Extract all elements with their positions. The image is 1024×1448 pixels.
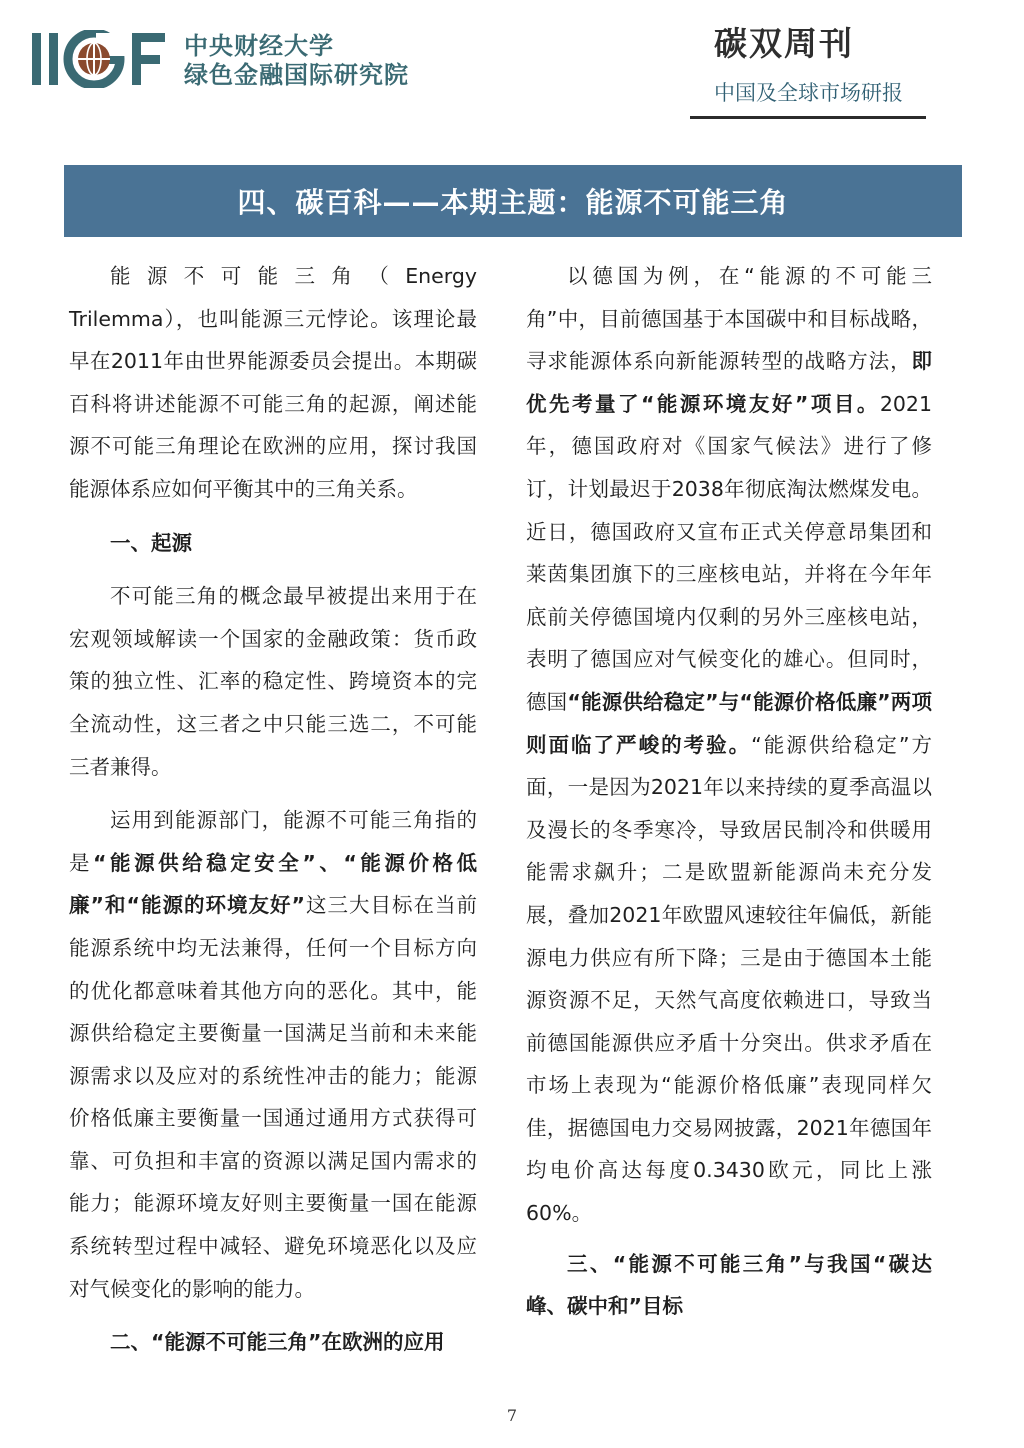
publication-title: 碳双周刊: [714, 24, 854, 63]
right-column: [526, 255, 932, 1328]
definition-text-a: 运用到能源部门，能源不可能三角指的是: [69, 808, 477, 875]
section-title: 四、碳百科——本期主题：能源不可能三角: [237, 186, 789, 219]
institute-name-line2: 绿色金融国际研究院: [184, 61, 409, 89]
page-number: 7: [506, 1406, 518, 1425]
heading-europe: 二、“能源不可能三角”在欧洲的应用: [110, 1330, 445, 1355]
publication-header: [690, 22, 926, 119]
left-column: [69, 255, 477, 1364]
germany-text-a: 以德国为例，在“能源的不可能三角”中，目前德国基于本国碳中和目标战略，寻求能源体系向新能源转型的战略方法，: [526, 264, 932, 374]
heading-origin: 一、起源: [110, 530, 192, 555]
definition-text-bold: “能源供给稳定安全”、“能源价格低廉”和“能源的环境友好”: [69, 850, 478, 918]
intro-paragraph: 能源不可能三角（Energy Trilemma），也叫能源三元悖论。该理论最早在2011年由世界能源委员会提出。本期碳百科将讲述能源不可能三角的起源，阐述能源不可能三角理论在欧洲的应用，探讨我国能源体系应如何平衡其中的三角关系。: [69, 264, 477, 501]
germany-text-e: “能源供给稳定”方面，一是因为2021年以来持续的夏季高温以及漫长的冬季寒冷，导致居民制冷和供暖用能需求飙升；二是欧盟新能源尚未充分发展，叠加2021年欧盟风速较往年偏低，新能源电力供应有所下降；三是由于德国本土能源资源不足，天然气高度依赖进口，导致当前德国能源供应矛盾十分突出。供求矛盾在市场上表现为“能源价格低廉”表现同样欠佳，据德国电力交易网披露，2021年德国年均电价高达每度0.3430欧元，同比上涨60%。: [526, 732, 932, 1226]
origin-paragraph: 不可能三角的概念最早被提出来用于在宏观领域解读一个国家的金融政策：货币政策的独立性、汇率的稳定性、跨境资本的完全流动性，这三者之中只能三选二，不可能三者兼得。: [69, 584, 477, 779]
germany-text-c: 2021年，德国政府对《国家气候法》进行了修订，计划最迟于2038年彻底淘汰燃煤发电。近日，德国政府又宣布正式关停意昂集团和莱茵集团旗下的三座核电站，并将在今年年底前关停德国境内仅剩的另外三座核电站，表明了德国应对气候变化的雄心。但同时，德国: [526, 391, 932, 714]
definition-text-c: 这三大目标在当前能源系统中均无法兼得，任何一个目标方向的优化都意味着其他方向的恶化。其中，能源供给稳定主要衡量一国满足当前和未来能源需求以及应对的系统性冲击的能力；能源价格低廉主要衡量一国通过通用方式获得可靠、可负担和丰富的资源以满足国内需求的能力；能源环境友好则主要衡量一国在能源系统转型过程中减轻、避免环境恶化以及应对气候变化的影响的能力。: [69, 893, 478, 1301]
heading-china: 三、“能源不可能三角”与我国“碳达峰、碳中和”目标: [526, 1251, 932, 1319]
section-banner: [64, 165, 962, 237]
germany-text-bold-1: 即优先考量了“能源环境友好”项目。: [526, 349, 932, 416]
germany-text-bold-2: “能源供给稳定”与“能源价格低廉”两项则面临了严峻的考验。: [526, 689, 932, 757]
institute-name-line1: 中央财经大学: [184, 32, 334, 60]
definition-paragraph: [69, 799, 477, 1310]
iigf-logo-icon: [32, 30, 167, 88]
institute-name: [184, 32, 444, 90]
germany-paragraph: [526, 255, 932, 1235]
publication-subtitle: 中国及全球市场研报: [714, 81, 903, 105]
header-rule: [690, 116, 926, 119]
